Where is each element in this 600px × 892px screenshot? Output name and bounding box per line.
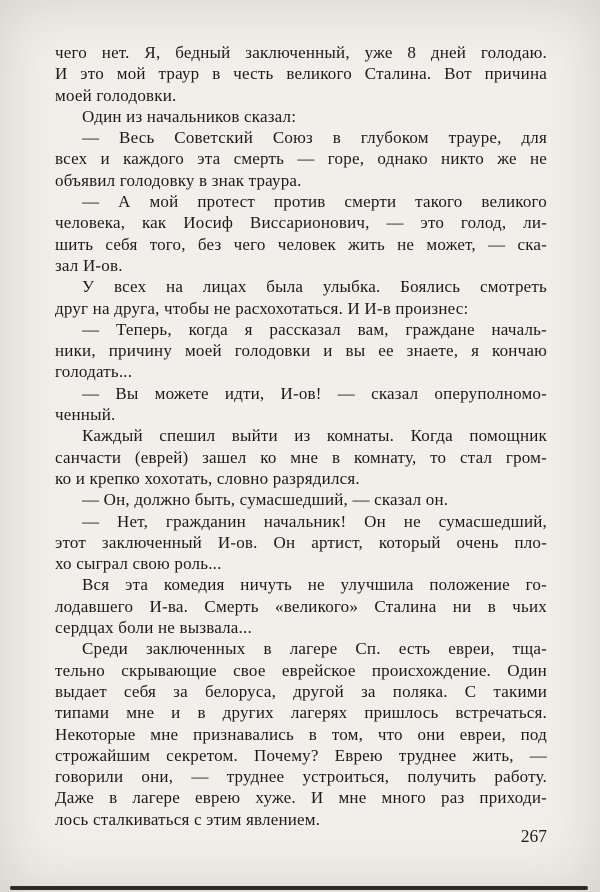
- text-line: Вся эта комедия ничуть не улучшила положение го-: [82, 575, 547, 595]
- text-line: всех и каждого эта смерть — горе, однако никто же не: [55, 149, 547, 169]
- text-line: — Весь Советский Союз в глубоком трауре, для: [82, 128, 547, 148]
- text-line: выдает себя за белоруса, другой за поляка. С такими: [55, 681, 547, 701]
- text-line: человека, как Иосиф Виссарионович, — это голод, ли-: [55, 213, 547, 233]
- text-line: голодать...: [55, 362, 133, 382]
- text-line: лось сталкиваться с этим явлением.: [55, 809, 321, 829]
- text-block: [55, 42, 547, 830]
- text-line: шить себя того, без чего человек жить не может, — ска-: [55, 234, 547, 254]
- text-line: говорили они, — труднее устроиться, получить работу.: [55, 767, 547, 787]
- text-line: типами мне и в других лагерях пришлось встречаться.: [55, 703, 547, 723]
- text-line: строжайшим секретом. Почему? Еврею труднее жить, —: [55, 745, 547, 765]
- scan-edge-artifact: [10, 886, 588, 890]
- text-line: ники, причину моей голодовки и вы ее знаете, я кончаю: [55, 341, 547, 361]
- text-line: сердцах боли не вызвала...: [55, 618, 252, 638]
- text-line: — Вы можете идти, И-ов! — сказал оперуполномо-: [82, 383, 547, 403]
- text-line: тельно скрывающие свое еврейское происхождение. Один: [55, 660, 547, 680]
- text-line: — А мой протест против смерти такого великого: [82, 192, 547, 212]
- text-line: У всех на лицах была улыбка. Боялись смотреть: [82, 277, 547, 297]
- text-line: моей голодовки.: [55, 85, 177, 105]
- text-line: хо сыграл свою роль...: [55, 554, 222, 574]
- text-line: Каждый спешил выйти из комнаты. Когда помощник: [82, 426, 547, 446]
- text-line: — Теперь, когда я рассказал вам, граждане началь-: [82, 319, 547, 339]
- text-line: Некоторые мне признавались в том, что они евреи, под: [55, 724, 547, 744]
- page-number: 267: [520, 826, 547, 846]
- text-line: — Он, должно быть, сумасшедший, — сказал он.: [82, 490, 449, 510]
- text-line: И это мой траур в честь великого Сталина. Вот причина: [55, 64, 547, 84]
- text-line: Даже в лагере еврею хуже. И мне много раз приходи-: [55, 788, 547, 808]
- text-line: — Нет, гражданин начальник! Он не сумасшедший,: [82, 511, 547, 531]
- text-line: зал И-ов.: [55, 255, 123, 275]
- text-line: санчасти (еврей) зашел ко мне в комнату, то стал гром-: [55, 447, 547, 467]
- text-line: Среди заключенных в лагере Сп. есть евреи, тща-: [82, 639, 547, 659]
- text-line: чего нет. Я, бедный заключенный, уже 8 дней голодаю.: [55, 43, 547, 62]
- text-line: ченный.: [55, 405, 116, 425]
- text-line: этот заключенный И-ов. Он артист, который очень пло-: [55, 532, 547, 552]
- text-line: друг на друга, чтобы не расхохотаться. И И-в произнес:: [55, 298, 469, 318]
- text-line: Один из начальников сказал:: [82, 106, 297, 126]
- text-line: ко и крепко хохотать, словно разрядился.: [55, 468, 360, 488]
- text-line: лодавшего И-ва. Смерть «великого» Сталина ни в чьих: [55, 596, 547, 616]
- text-line: объявил голодовку в знак траура.: [55, 170, 302, 190]
